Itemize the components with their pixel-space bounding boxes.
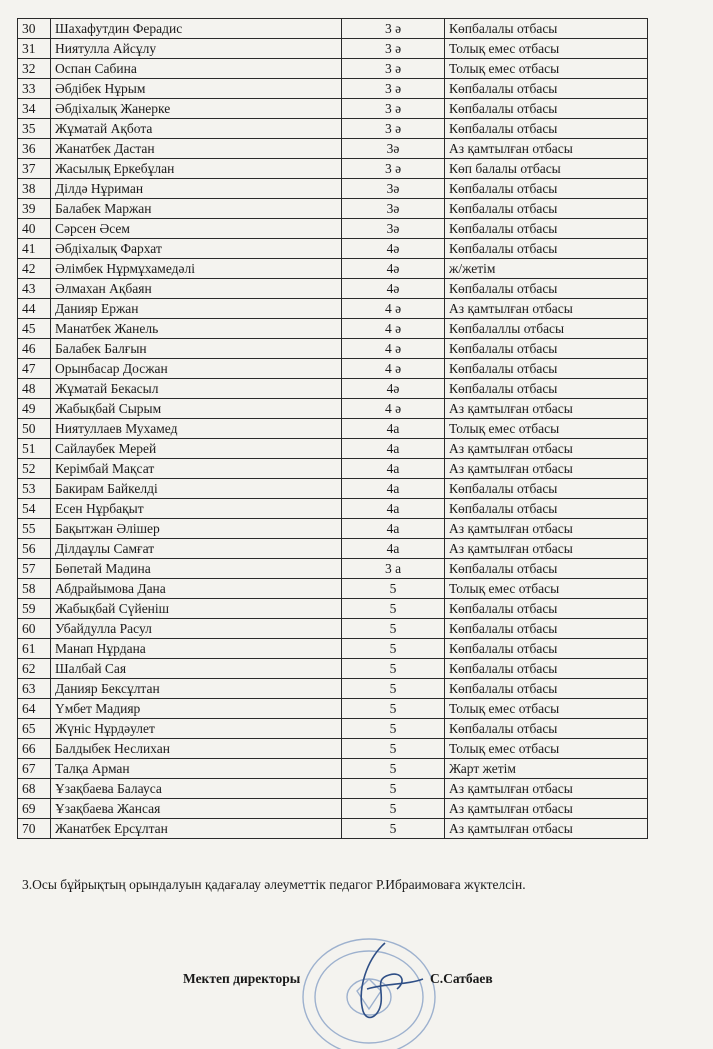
family-status: Көпбалалы отбасы [445,479,648,499]
student-grade: 3 ә [342,99,445,119]
student-grade: 4 ә [342,319,445,339]
family-status: Көпбалалы отбасы [445,499,648,519]
row-number: 64 [18,699,51,719]
row-number: 33 [18,79,51,99]
student-grade: 5 [342,719,445,739]
student-name: Сәрсен Әсем [51,219,342,239]
student-grade: 3ә [342,139,445,159]
table-row [18,679,648,699]
row-number: 49 [18,399,51,419]
student-name: Жанатбек Дастан [51,139,342,159]
family-status: Аз қамтылған отбасы [445,299,648,319]
student-name: Есен Нұрбақыт [51,499,342,519]
row-number: 70 [18,819,51,839]
student-grade: 3 ә [342,39,445,59]
table-row [18,239,648,259]
table-row [18,159,648,179]
student-grade: 4 ә [342,299,445,319]
student-name: Шалбай Сая [51,659,342,679]
family-status: Көпбалалы отбасы [445,99,648,119]
row-number: 34 [18,99,51,119]
student-grade: 4ә [342,279,445,299]
table-row [18,759,648,779]
table-row [18,619,648,639]
table-row [18,499,648,519]
row-number: 52 [18,459,51,479]
row-number: 51 [18,439,51,459]
table-row [18,639,648,659]
student-name: Талқа Арман [51,759,342,779]
family-status: Көпбалалы отбасы [445,119,648,139]
family-status: Аз қамтылған отбасы [445,459,648,479]
student-name: Ұзақбаева Жансая [51,799,342,819]
table-row [18,339,648,359]
family-status: Көпбалалы отбасы [445,279,648,299]
table-row [18,659,648,679]
table-row [18,419,648,439]
student-grade: 4 ә [342,339,445,359]
student-grade: 4а [342,439,445,459]
student-name: Манап Нұрдана [51,639,342,659]
row-number: 55 [18,519,51,539]
table-row [18,59,648,79]
student-name: Жұматай Ақбота [51,119,342,139]
student-name: Әлімбек Нұрмұхамедәлі [51,259,342,279]
row-number: 53 [18,479,51,499]
student-name: Әлмахан Ақбаян [51,279,342,299]
row-number: 58 [18,579,51,599]
student-grade: 4а [342,479,445,499]
table-row [18,779,648,799]
row-number: 66 [18,739,51,759]
family-status: Көпбалалы отбасы [445,339,648,359]
director-title: Мектеп директоры [183,971,301,986]
table-row [18,219,648,239]
student-grade: 3ә [342,179,445,199]
student-name: Сайлаубек Мерей [51,439,342,459]
row-number: 48 [18,379,51,399]
table-row [18,459,648,479]
student-name: Үмбет Мадияр [51,699,342,719]
table-row [18,379,648,399]
student-name: Жұматай Бекасыл [51,379,342,399]
family-status: Толық емес отбасы [445,39,648,59]
student-name: Данияр Ержан [51,299,342,319]
family-status: Толық емес отбасы [445,579,648,599]
family-status: Көпбалалы отбасы [445,679,648,699]
table-row [18,519,648,539]
row-number: 47 [18,359,51,379]
student-name: Әбдібек Нұрым [51,79,342,99]
student-name: Жүніс Нұрдәулет [51,719,342,739]
student-name: Ниятулла Айсұлу [51,39,342,59]
student-grade: 4а [342,419,445,439]
student-grade: 5 [342,639,445,659]
student-name: Ділдаұлы Самғат [51,539,342,559]
row-number: 62 [18,659,51,679]
student-grade: 4а [342,499,445,519]
order-paragraph: 3.Осы бұйрықтың орындалуын қадағалау әлеуметтік педагог Р.Ибраимоваға жүктелсін. [22,877,526,892]
table-row [18,479,648,499]
table-row [18,199,648,219]
row-number: 69 [18,799,51,819]
family-status: Көпбалалы отбасы [445,619,648,639]
family-status: Толық емес отбасы [445,699,648,719]
row-number: 61 [18,639,51,659]
row-number: 32 [18,59,51,79]
student-name: Ділдә Нұриман [51,179,342,199]
student-name: Манатбек Жанель [51,319,342,339]
table-row [18,319,648,339]
student-grade: 5 [342,659,445,679]
family-status: Көпбалалы отбасы [445,379,648,399]
student-grade: 3 ә [342,119,445,139]
table-row [18,539,648,559]
family-status: ж/жетім [445,259,648,279]
family-status: Толық емес отбасы [445,59,648,79]
student-grade: 5 [342,679,445,699]
family-status: Толық емес отбасы [445,739,648,759]
student-name: Убайдулла Расул [51,619,342,639]
row-number: 40 [18,219,51,239]
family-status: Аз қамтылған отбасы [445,139,648,159]
table-row [18,179,648,199]
row-number: 31 [18,39,51,59]
student-grade: 5 [342,759,445,779]
row-number: 65 [18,719,51,739]
student-name: Бөпетай Мадина [51,559,342,579]
table-row [18,439,648,459]
family-status: Көпбалалы отбасы [445,219,648,239]
table-row [18,79,648,99]
student-table [17,18,648,839]
student-grade: 4ә [342,239,445,259]
student-grade: 4 ә [342,359,445,379]
row-number: 50 [18,419,51,439]
table-row [18,139,648,159]
student-grade: 5 [342,599,445,619]
family-status: Жарт жетім [445,759,648,779]
student-name: Жабықбай Сүйеніш [51,599,342,619]
row-number: 39 [18,199,51,219]
family-status: Көпбалалы отбасы [445,79,648,99]
family-status: Көпбалалы отбасы [445,639,648,659]
student-name: Жабықбай Сырым [51,399,342,419]
student-grade: 3 ә [342,19,445,39]
student-name: Ұзақбаева Балауса [51,779,342,799]
student-grade: 5 [342,779,445,799]
family-status: Көпбалалы отбасы [445,179,648,199]
table-row [18,359,648,379]
table-row [18,819,648,839]
table-row [18,259,648,279]
student-name: Орынбасар Досжан [51,359,342,379]
table-row [18,299,648,319]
student-grade: 4а [342,539,445,559]
director-name: С.Сатбаев [430,971,493,986]
family-status: Көпбалалы отбасы [445,599,648,619]
row-number: 37 [18,159,51,179]
school-seal-stamp-icon [297,919,447,1049]
student-grade: 5 [342,819,445,839]
table-row [18,799,648,819]
family-status: Көпбалалы отбасы [445,359,648,379]
table-row [18,279,648,299]
student-grade: 3 а [342,559,445,579]
student-name: Абдрайымова Дана [51,579,342,599]
family-status: Көпбалалы отбасы [445,239,648,259]
row-number: 67 [18,759,51,779]
family-status: Көпбалалы отбасы [445,659,648,679]
student-grade: 4ә [342,259,445,279]
family-status: Көпбалалы отбасы [445,719,648,739]
row-number: 54 [18,499,51,519]
row-number: 38 [18,179,51,199]
family-status: Аз қамтылған отбасы [445,539,648,559]
student-grade: 5 [342,579,445,599]
student-grade: 5 [342,799,445,819]
student-name: Әбдіхалық Фархат [51,239,342,259]
student-name: Бакирам Байкелді [51,479,342,499]
student-name: Әбдіхалық Жанерке [51,99,342,119]
student-name: Шахафутдин Ферадис [51,19,342,39]
student-grade: 3 ә [342,79,445,99]
student-grade: 4а [342,519,445,539]
student-grade: 3ә [342,219,445,239]
row-number: 36 [18,139,51,159]
table-row [18,99,648,119]
row-number: 44 [18,299,51,319]
table-row [18,559,648,579]
row-number: 56 [18,539,51,559]
student-name: Бақытжан Әлішер [51,519,342,539]
table-row [18,19,648,39]
row-number: 63 [18,679,51,699]
table-row [18,399,648,419]
student-name: Данияр Бексұлтан [51,679,342,699]
student-name: Балдыбек Неслихан [51,739,342,759]
student-grade: 5 [342,739,445,759]
student-grade: 4ә [342,379,445,399]
student-grade: 3ә [342,199,445,219]
student-name: Оспан Сабина [51,59,342,79]
family-status: Көпбалалы отбасы [445,559,648,579]
family-status: Аз қамтылған отбасы [445,439,648,459]
student-grade: 5 [342,619,445,639]
table-row [18,699,648,719]
student-grade: 3 ә [342,159,445,179]
family-status: Көпбалаллы отбасы [445,319,648,339]
family-status: Аз қамтылған отбасы [445,779,648,799]
family-status: Аз қамтылған отбасы [445,799,648,819]
family-status: Көпбалалы отбасы [445,19,648,39]
family-status: Көп балалы отбасы [445,159,648,179]
student-name: Балабек Маржан [51,199,342,219]
table-row [18,599,648,619]
student-grade: 3 ә [342,59,445,79]
family-status: Аз қамтылған отбасы [445,519,648,539]
row-number: 60 [18,619,51,639]
family-status: Көпбалалы отбасы [445,199,648,219]
student-table-body [18,19,648,839]
row-number: 42 [18,259,51,279]
row-number: 57 [18,559,51,579]
row-number: 59 [18,599,51,619]
row-number: 43 [18,279,51,299]
table-row [18,119,648,139]
student-name: Балабек Балғын [51,339,342,359]
student-name: Ниятуллаев Мухамед [51,419,342,439]
student-name: Жасылық Еркебұлан [51,159,342,179]
student-grade: 4а [342,459,445,479]
table-row [18,719,648,739]
student-name: Керімбай Мақсат [51,459,342,479]
row-number: 46 [18,339,51,359]
table-row [18,579,648,599]
family-status: Аз қамтылған отбасы [445,819,648,839]
student-grade: 4 ә [342,399,445,419]
row-number: 41 [18,239,51,259]
row-number: 68 [18,779,51,799]
table-row [18,39,648,59]
row-number: 30 [18,19,51,39]
row-number: 35 [18,119,51,139]
student-grade: 5 [342,699,445,719]
family-status: Аз қамтылған отбасы [445,399,648,419]
student-name: Жанатбек Ерсұлтан [51,819,342,839]
table-row [18,739,648,759]
family-status: Толық емес отбасы [445,419,648,439]
row-number: 45 [18,319,51,339]
